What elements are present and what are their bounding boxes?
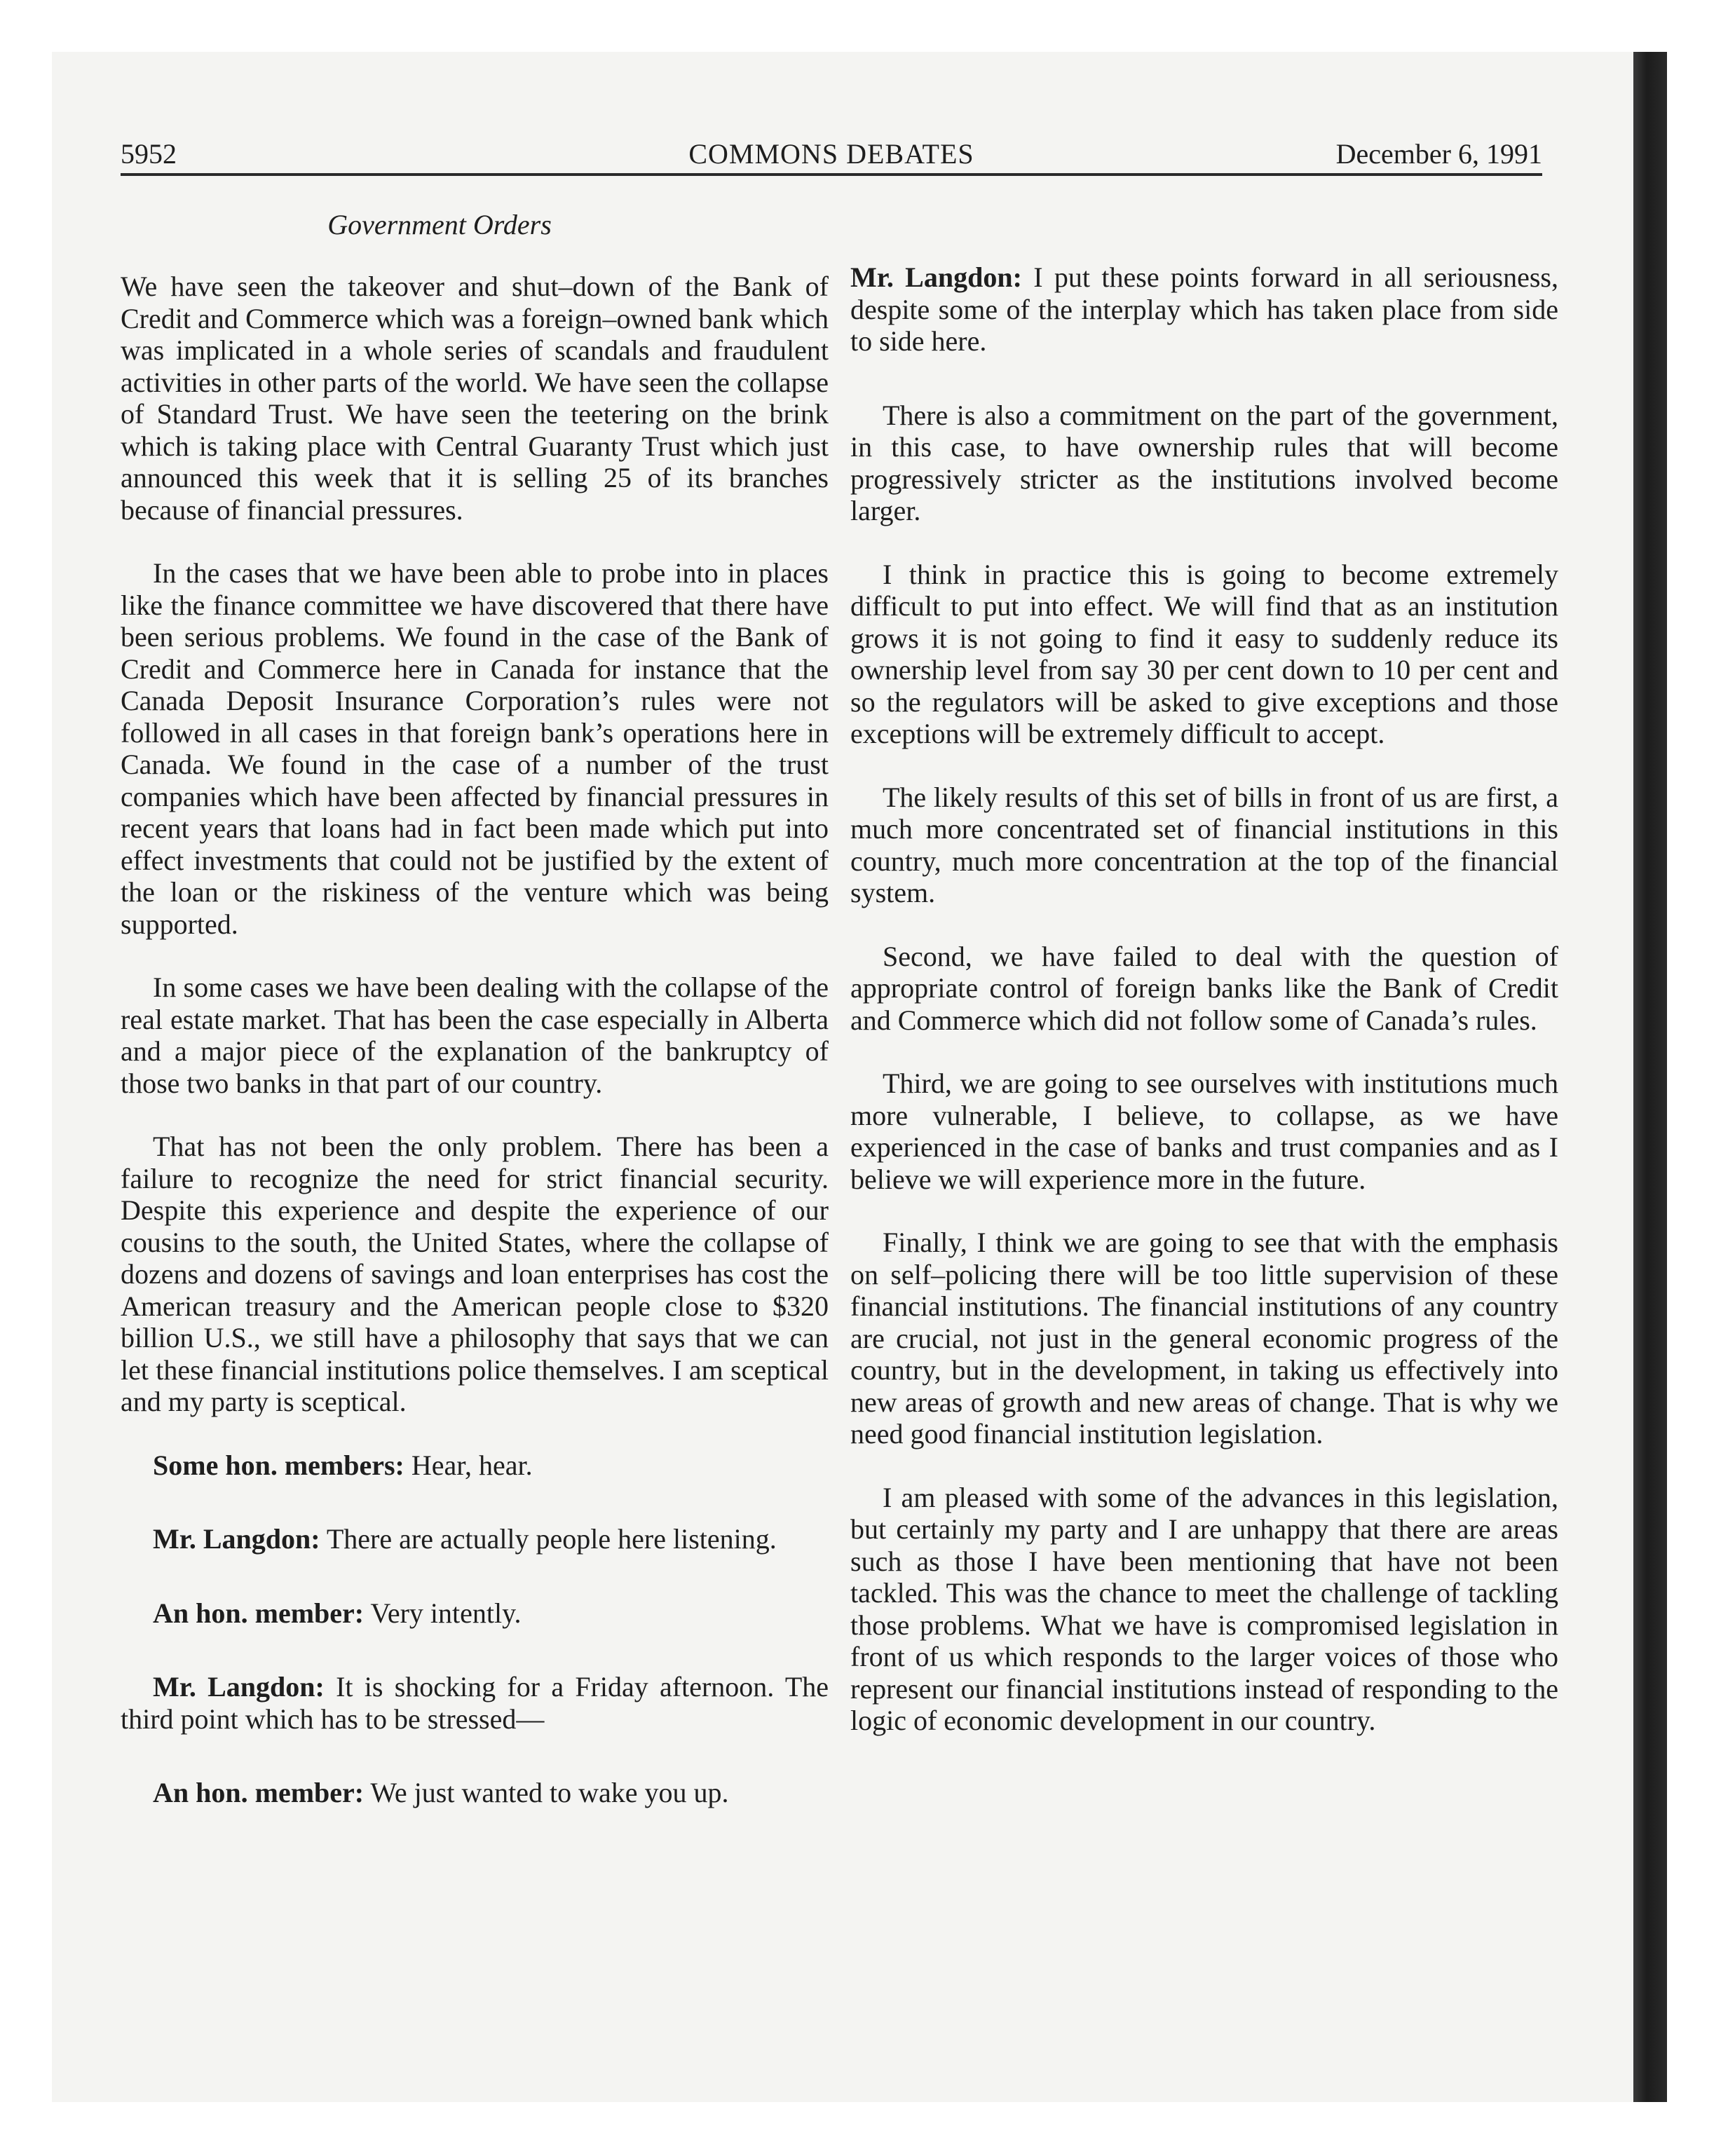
running-head — [121, 133, 1542, 175]
speaker-name: An hon. member: — [153, 1777, 365, 1808]
paragraph: I am pleased with some of the advances in this legislation, but certainly my party and I are unhappy that there are areas such as those I have been mentioning that have not been tackled. This was the chance to meet the challenge of tackling those problems. What we have is compromised legislation in front of us which responds to the larger voices of those who represent our financial institutions instead of responding to the logic of economic development in our country. — [850, 1481, 1558, 1736]
speech-text: Hear, hear. — [404, 1449, 533, 1481]
speaker-name: Some hon. members: — [153, 1449, 404, 1481]
right-column — [850, 261, 1558, 1768]
paragraph: Third, we are going to see ourselves with institutions much more vulnerable, I believe, to collapse, as we have experienced in the case of banks and trust companies and as I believe we will experience more in the future. — [850, 1067, 1558, 1195]
header-rule — [121, 173, 1542, 176]
speaker-name: Mr. Langdon: — [850, 261, 1022, 293]
page-date: December 6, 1991 — [1335, 138, 1542, 170]
speech-text: It is shocking for a Friday afternoon. The third point which has to be stressed— — [121, 1671, 829, 1735]
speech-item — [121, 1449, 829, 1482]
paragraph: In the cases that we have been able to probe into in places like the finance committee we have discovered that there have been serious problems. We found in the case of the Bank of Credit and Commerce here in Canada for instance that the Canada Deposit Insurance Corporation’s rules were not followed in all cases in that foreign bank’s operations here in Canada. We found in the case of a number of the trust companies which have been affected by financial pressures in recent years that loans had in fact been made which put into effect investments that could not be justified by the extent of the loan or the riskiness of the venture which was being supported. — [121, 557, 829, 940]
speech-text: I put these points forward in all seriousness, despite some of the interplay which has taken place from side to side here. — [850, 261, 1558, 357]
paragraph: That has not been the only problem. There has been a failure to recognize the need for strict financial security. Despite this experience and despite the experience of our cousins to the south, the United States, where the collapse of dozens and dozens of savings and loan enterprises has cost the American treasury and the American people close to $320 billion U.S., we still have a philosophy that says that we can let these financial institutions police themselves. I am sceptical and my party is sceptical. — [121, 1131, 829, 1417]
speech-text: We just wanted to wake you up. — [364, 1777, 729, 1808]
page-number: 5952 — [121, 138, 177, 170]
speech-item — [850, 261, 1558, 357]
speech-item — [121, 1523, 829, 1555]
speech-text: There are actually people here listening. — [320, 1523, 777, 1555]
paragraph: The likely results of this set of bills in front of us are first, a much more concentrated set of financial institutions in this country, much more concentration at the top of the financial system. — [850, 781, 1558, 908]
paragraph: Second, we have failed to deal with the question of appropriate control of foreign banks like the Bank of Credit and Commerce which did not follow some of Canada’s rules. — [850, 940, 1558, 1036]
paragraph: I think in practice this is going to become extremely difficult to put into effect. We will find that as an institution grows it is not going to find it easy to suddenly reduce its ownership level from say 30 per cent down to 10 per cent and so the regulators will be asked to give exceptions and those exceptions will be extremely difficult to accept. — [850, 558, 1558, 749]
paragraph: Finally, I think we are going to see that with the emphasis on self–policing there will be too little supervision of these financial institutions. The financial institutions of any country are crucial, not just in the general economic progress of the country, but in the development, in taking us effectively into new areas of growth and new areas of change. That is why we need good financial institution legislation. — [850, 1227, 1558, 1449]
speech-item — [121, 1597, 829, 1630]
speech-item — [121, 1777, 829, 1809]
scan-shadow-edge — [1633, 52, 1667, 2102]
speech-text: Very intently. — [364, 1597, 522, 1629]
left-column — [121, 205, 829, 1851]
speaker-name: Mr. Langdon: — [153, 1671, 325, 1703]
paragraph: We have seen the takeover and shut–down of the Bank of Credit and Commerce which was a foreign–owned bank which was implicated in a whole series of scandals and fraudulent activities in other parts of the world. We have seen the collapse of Standard Trust. We have seen the teetering on the brink which is taking place with Central Guaranty Trust which just announced this week that it is selling 25 of its branches because of financial pressures. — [121, 271, 829, 526]
speaker-name: An hon. member: — [153, 1597, 365, 1629]
section-heading: Government Orders — [327, 209, 552, 240]
speaker-name: Mr. Langdon: — [153, 1523, 320, 1555]
paragraph: There is also a commitment on the part of the government, in this case, to have ownership rules that will become progressively stricter as the institutions involved become larger. — [850, 399, 1558, 526]
speech-item — [121, 1671, 829, 1735]
journal-title: COMMONS DEBATES — [688, 138, 974, 170]
paragraph: In some cases we have been dealing with the collapse of the real estate market. That has been the case especially in Alberta and a major piece of the explanation of the bankruptcy of those two banks in that part of our country. — [121, 971, 829, 1099]
